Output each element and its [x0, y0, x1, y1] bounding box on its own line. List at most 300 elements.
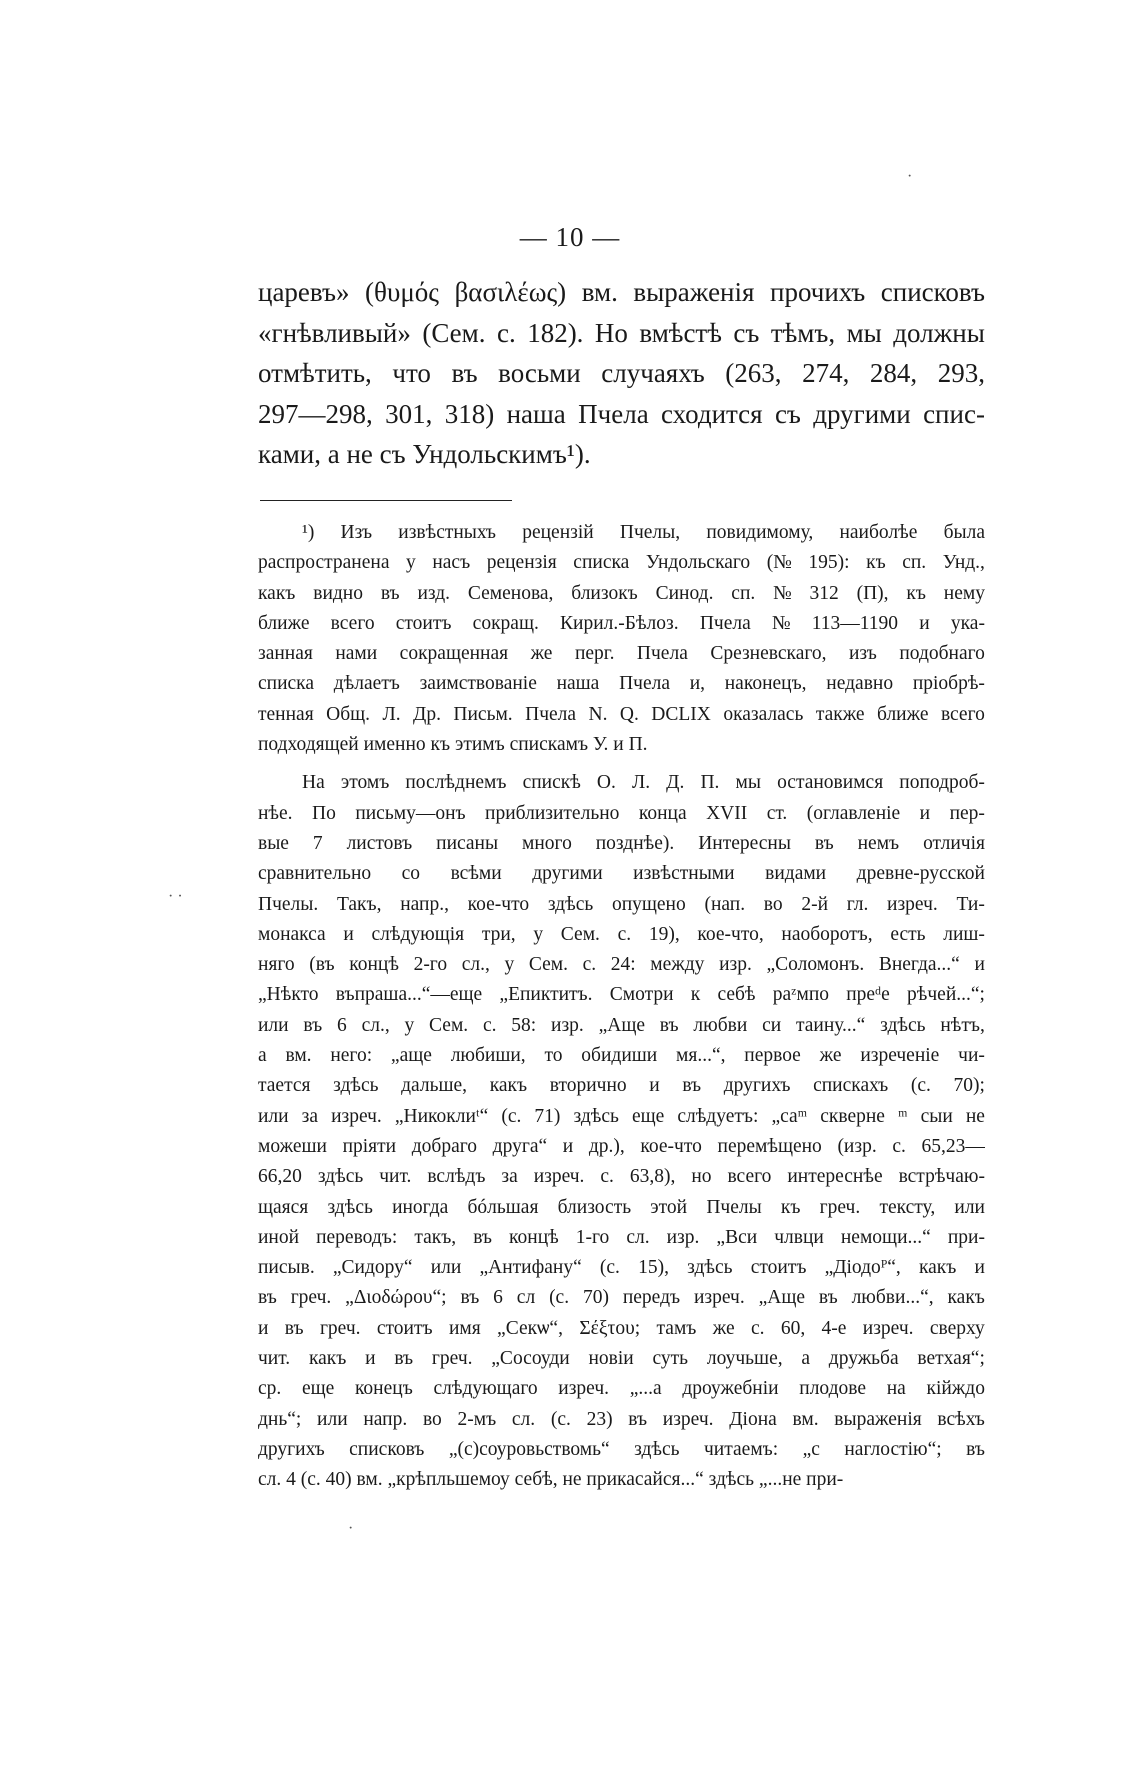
- footnote-line: [258, 1283, 985, 1313]
- word: всего: [940, 703, 985, 725]
- word: за: [301, 1105, 319, 1127]
- word: сл.: [626, 1226, 650, 1248]
- word: „саᵐ: [771, 1105, 808, 1127]
- word: к: [690, 984, 701, 1006]
- word: извѣстными: [633, 863, 735, 885]
- word: лиш-: [943, 923, 985, 945]
- word: повидимому,: [706, 522, 814, 543]
- main-line: [258, 353, 985, 394]
- word: с.: [617, 923, 632, 945]
- word: слѣдуетъ:: [677, 1105, 759, 1127]
- word: какъ: [918, 1257, 957, 1279]
- word: Д.: [666, 772, 685, 794]
- word: же: [530, 643, 553, 665]
- word: восьми: [498, 358, 581, 388]
- word: преᵈе: [846, 984, 890, 1006]
- word: 24:: [610, 954, 636, 976]
- word: „Вси: [716, 1226, 758, 1248]
- footnote-line: [258, 1374, 985, 1404]
- word: „...а: [629, 1378, 662, 1400]
- word: должны: [893, 317, 985, 348]
- footnote-line: [258, 1405, 985, 1435]
- word: еще: [631, 1105, 665, 1127]
- scan-speck: ·: [907, 168, 913, 185]
- word: рецензія: [486, 552, 557, 574]
- word: у: [404, 1014, 415, 1036]
- word: всѣми: [450, 863, 502, 885]
- word: днь“;: [258, 1408, 302, 1430]
- word: (нап.: [704, 893, 746, 915]
- word: изр.: [666, 1226, 700, 1248]
- word: конецъ: [354, 1378, 413, 1400]
- word: можеши: [258, 1135, 327, 1157]
- word: читаемъ:: [704, 1438, 779, 1460]
- word: с.: [582, 954, 597, 976]
- word: 71): [534, 1105, 561, 1127]
- word: О.: [596, 772, 616, 794]
- word: вм.: [581, 277, 618, 307]
- word: во: [422, 1408, 442, 1430]
- word: стоитъ: [750, 1257, 807, 1279]
- word: 70): [582, 1287, 609, 1309]
- word: же: [712, 1317, 735, 1339]
- word: есть: [890, 923, 926, 945]
- word: По: [312, 802, 336, 824]
- word: тексту,: [879, 1196, 936, 1218]
- word: с.: [482, 1014, 497, 1036]
- word: но: [691, 1166, 712, 1188]
- word: позднѣе).: [595, 832, 675, 854]
- word: раᶻмпо: [772, 984, 830, 1006]
- word: 63,8),: [629, 1166, 676, 1188]
- word: с.: [496, 317, 516, 348]
- word: конца: [638, 802, 687, 824]
- word: (с.: [501, 1105, 522, 1127]
- word: греч.: [431, 1348, 473, 1370]
- word: и: [919, 802, 931, 824]
- word: здѣсь: [547, 893, 594, 915]
- word: таину...“: [795, 1014, 866, 1036]
- word: случаяхъ: [601, 358, 705, 388]
- word: отмѣтить,: [258, 358, 372, 388]
- footnote-line: [258, 829, 985, 859]
- word: не: [965, 1105, 985, 1127]
- word: 19),: [648, 923, 680, 945]
- word: сокращ.: [472, 612, 539, 634]
- footnote-line: [258, 1344, 985, 1374]
- word: дѣлаетъ: [333, 673, 400, 695]
- footnote-line: [258, 799, 985, 829]
- word: ¹): [302, 522, 315, 543]
- word: наконецъ,: [724, 673, 807, 695]
- word: 284,: [869, 358, 918, 388]
- word: Пчела: [619, 673, 670, 695]
- word: Пчелы.: [258, 893, 319, 915]
- word: здѣсь: [634, 1438, 680, 1460]
- word: передъ: [622, 1287, 681, 1309]
- word: др.),: [588, 1135, 625, 1157]
- word: тенная: [258, 703, 314, 725]
- word: ветхая“;: [917, 1348, 985, 1370]
- word: 297—298,: [258, 398, 373, 429]
- word: три,: [481, 923, 516, 945]
- word: Общ.: [326, 703, 371, 725]
- word: ближе: [258, 612, 310, 634]
- word: Пчелы,: [619, 522, 681, 543]
- word: изреч.: [862, 1317, 914, 1339]
- word: Л.: [631, 772, 651, 794]
- word: поподроб-: [899, 772, 985, 794]
- word: извѣстныхъ: [398, 522, 497, 543]
- main-line: [258, 394, 985, 435]
- word: 15),: [638, 1257, 669, 1279]
- word: изреченіе: [860, 1045, 940, 1067]
- word: другими: [813, 398, 911, 429]
- word: какъ: [947, 1287, 985, 1309]
- word: наша: [506, 398, 566, 429]
- word: въ: [818, 1287, 838, 1309]
- word: прочихъ: [770, 277, 866, 307]
- word: нему: [943, 582, 985, 604]
- word: списка: [573, 552, 630, 574]
- word: „Епиктитъ.: [499, 984, 593, 1006]
- word: здѣсь: [573, 1105, 619, 1127]
- word: немъ: [857, 832, 900, 854]
- word: (θυμός: [365, 277, 439, 307]
- word: Л.: [382, 703, 401, 725]
- word: еще: [301, 1378, 335, 1400]
- word: сравнительно: [258, 863, 372, 885]
- word: остановимся: [777, 772, 884, 794]
- word: нами: [335, 643, 378, 665]
- word: 2-й: [801, 893, 829, 915]
- word: 4-е: [821, 1317, 847, 1339]
- footnote-line: [258, 1132, 985, 1162]
- word: выраженія: [834, 1408, 922, 1430]
- word: въ: [682, 1075, 702, 1097]
- word: (въ: [309, 954, 335, 976]
- word: сп.: [731, 582, 756, 604]
- word: вслѣдъ: [427, 1166, 486, 1188]
- word: „Секѡ“,: [497, 1317, 563, 1339]
- footnote-paragraph-1: [258, 518, 985, 760]
- word: „Никоклиᵗ“: [394, 1105, 489, 1127]
- word: и: [365, 1348, 376, 1370]
- word: изреч.: [533, 1166, 585, 1188]
- word: себѣ: [717, 984, 756, 1006]
- word: дроужебніи: [682, 1378, 779, 1400]
- word: или: [258, 1105, 289, 1127]
- word: въ: [473, 1226, 493, 1248]
- word: интереснѣе: [787, 1166, 883, 1188]
- word: чит.: [258, 1348, 291, 1370]
- word: приблизительно: [485, 802, 620, 824]
- word: этой: [650, 1196, 688, 1218]
- word: изреч.: [331, 1105, 382, 1127]
- main-line: [258, 313, 985, 354]
- word: 2-мъ: [457, 1408, 497, 1430]
- word: заимствованіе: [419, 673, 537, 695]
- word: (№: [766, 552, 792, 574]
- word: «гнѣвливый»: [258, 317, 411, 348]
- word: вые: [258, 832, 289, 854]
- word: всего: [727, 1166, 772, 1188]
- word: въ: [380, 582, 400, 604]
- word: XVII: [706, 802, 748, 824]
- word: Σέξτου;: [579, 1317, 641, 1339]
- word: этомъ: [340, 772, 390, 794]
- word: списка: [258, 673, 315, 695]
- word: а: [258, 1045, 267, 1067]
- word: съ: [733, 317, 760, 348]
- footnote-line: [258, 669, 985, 699]
- word: мы: [846, 317, 882, 348]
- word: сверху: [929, 1317, 985, 1339]
- word: Изъ: [340, 522, 373, 543]
- word: видами: [765, 863, 827, 885]
- word: 182).: [527, 317, 584, 348]
- footnote-line: [258, 639, 985, 669]
- word: кійждо: [926, 1378, 985, 1400]
- word: с.: [892, 1135, 906, 1157]
- word: съ: [774, 398, 801, 429]
- word: На: [302, 772, 325, 794]
- footnote-line: [258, 1253, 985, 1283]
- word: близокъ: [571, 582, 638, 604]
- word: къ: [866, 552, 886, 574]
- word: въ: [451, 358, 478, 388]
- word: то: [544, 1045, 563, 1067]
- word: занная: [258, 643, 313, 665]
- word: Унд.,: [942, 552, 985, 574]
- word: чи-: [958, 1045, 985, 1067]
- word: въ: [284, 1317, 304, 1339]
- word: и: [562, 1135, 574, 1157]
- word: напр.,: [400, 893, 449, 915]
- word: у: [533, 923, 544, 945]
- word: Пчела: [525, 703, 577, 725]
- word: (изр.: [837, 1135, 877, 1157]
- footnote-line: [258, 980, 985, 1010]
- word: тѣмъ,: [770, 317, 836, 348]
- word: дальше,: [401, 1075, 468, 1097]
- word: сл: [516, 1287, 536, 1309]
- word: сл.: [511, 1408, 536, 1430]
- word: друга“: [492, 1135, 548, 1157]
- word: сходится: [661, 398, 763, 429]
- word: щаяся: [258, 1196, 309, 1218]
- word: слѣдующія: [371, 923, 465, 945]
- word: (с.: [599, 1257, 620, 1279]
- footnote-line: [258, 1223, 985, 1253]
- footnote-line: [258, 1041, 985, 1071]
- word: „Сидору“: [332, 1257, 413, 1279]
- word: лоучьше,: [706, 1348, 783, 1370]
- word: письму—онъ: [355, 802, 466, 824]
- word: перг.: [574, 643, 615, 665]
- word: видно: [313, 582, 363, 604]
- word: иной: [258, 1226, 300, 1248]
- word: ближе: [877, 703, 929, 725]
- word: кое-что: [640, 1135, 702, 1157]
- word: распространена: [258, 552, 390, 574]
- word: „Нѣкто: [258, 984, 319, 1006]
- word: нѣтъ,: [940, 1014, 985, 1036]
- word: „с: [802, 1438, 820, 1460]
- word: Срезневскаго,: [710, 643, 827, 665]
- footnote-line: [258, 579, 985, 609]
- word: отличія: [923, 832, 985, 854]
- footnote-line: сл. 4 (с. 40) вм. „крѣпльшемоу себѣ, не прикасайся...“ здѣсь „...не при-: [258, 1469, 844, 1491]
- word: изреч.: [887, 893, 938, 915]
- word: наиболѣе: [839, 522, 918, 543]
- word: „Διοδώρου“;: [345, 1287, 447, 1309]
- word: греч.: [290, 1287, 332, 1309]
- word: Діона: [729, 1408, 777, 1430]
- word: члвци: [774, 1226, 824, 1248]
- word: N.: [588, 703, 608, 725]
- word: монакса: [258, 923, 326, 945]
- word: стоитъ: [376, 1317, 433, 1339]
- footnote: [258, 518, 985, 1496]
- word: тамъ: [656, 1317, 697, 1339]
- word: 6: [337, 1014, 347, 1036]
- footnote-paragraph-2: [258, 768, 985, 1495]
- word: въпраша...“—еще: [335, 984, 483, 1006]
- footnote-line: [258, 1011, 985, 1041]
- word: какъ: [489, 1075, 528, 1097]
- word: 301,: [385, 398, 433, 429]
- word: между: [650, 954, 705, 976]
- word: Ундольскаго: [645, 552, 751, 574]
- footnote-line: [258, 890, 985, 920]
- word: (П),: [856, 582, 889, 604]
- word: 2-го: [413, 954, 448, 976]
- word: также: [815, 703, 865, 725]
- word: пріяти: [342, 1135, 397, 1157]
- word: же: [819, 1045, 842, 1067]
- word: плодове: [799, 1378, 867, 1400]
- word: (оглавленіе: [806, 802, 901, 824]
- word: напр.: [363, 1408, 408, 1430]
- word: Семенова,: [467, 582, 554, 604]
- word: насъ: [432, 552, 471, 574]
- word: къ: [780, 1196, 801, 1218]
- footnote-line: [258, 700, 985, 730]
- word: въ: [814, 832, 834, 854]
- word: 23): [586, 1408, 613, 1430]
- word: кое-что: [467, 893, 530, 915]
- word: наоборотъ,: [781, 923, 873, 945]
- footnote-line: [258, 768, 985, 798]
- word: βασιλέως): [454, 277, 567, 307]
- word: во: [763, 893, 783, 915]
- word: ст.: [766, 802, 788, 824]
- word: здѣсь: [880, 1014, 926, 1036]
- word: Сем.: [528, 954, 568, 976]
- word: спискѣ: [522, 772, 581, 794]
- main-line: ками, а не съ Ундольскимъ¹).: [258, 439, 591, 469]
- word: 113—1190: [811, 612, 899, 634]
- word: встрѣчаю-: [898, 1166, 985, 1188]
- word: №: [773, 582, 792, 604]
- word: близость: [557, 1196, 632, 1218]
- word: другихъ: [258, 1438, 325, 1460]
- word: выраженія: [633, 277, 755, 307]
- word: изр.: [719, 954, 752, 976]
- word: и: [649, 1075, 660, 1097]
- word: сл.,: [461, 954, 490, 976]
- footnote-line: [258, 859, 985, 889]
- footnote-line: [258, 1435, 985, 1465]
- word: „Діодоᴾ“,: [824, 1257, 901, 1279]
- word: 274,: [802, 358, 850, 388]
- footnote-line: [258, 609, 985, 639]
- word: или: [430, 1257, 462, 1279]
- footnote-line: [258, 1162, 985, 1192]
- word: 293,: [937, 358, 985, 388]
- word: 195):: [808, 552, 850, 574]
- word: на: [886, 1378, 906, 1400]
- word: стоитъ: [395, 612, 452, 634]
- word: изр.: [551, 1014, 584, 1036]
- word: въ: [628, 1408, 648, 1430]
- word: изреч.: [662, 1408, 714, 1430]
- word: мя...“,: [676, 1045, 726, 1067]
- word: Др.: [413, 703, 441, 725]
- word: чит.: [379, 1166, 412, 1188]
- word: 58:: [511, 1014, 537, 1036]
- word: дружьба: [828, 1348, 899, 1370]
- word: или: [317, 1408, 348, 1430]
- word: изд.: [417, 582, 451, 604]
- word: въ: [460, 1287, 480, 1309]
- word: немощи...“: [840, 1226, 931, 1248]
- word: и: [974, 954, 985, 976]
- word: 312: [809, 582, 839, 604]
- word: ука-: [950, 612, 985, 634]
- word: Синод.: [655, 582, 714, 604]
- word: 70);: [953, 1075, 985, 1097]
- footnote-line: подходящей именно къ этимъ спискамъ У. и П.: [258, 734, 648, 756]
- word: а: [801, 1348, 811, 1370]
- footnote-line: [258, 548, 985, 578]
- footnote-line: [258, 1102, 985, 1132]
- word: другихъ: [723, 1075, 791, 1097]
- word: наша: [556, 673, 600, 695]
- footnote-line: [258, 1071, 985, 1101]
- word: къ: [906, 582, 926, 604]
- footnote-line: [258, 950, 985, 980]
- word: обидиши: [581, 1045, 658, 1067]
- word: концѣ: [349, 954, 399, 976]
- word: какъ: [308, 1348, 347, 1370]
- scan-speck: ·: [348, 1520, 354, 1537]
- footnote-divider: [260, 500, 512, 501]
- word: здѣсь: [317, 1166, 364, 1188]
- word: „Сосоуди: [491, 1348, 570, 1370]
- word: 65,23—: [921, 1135, 985, 1157]
- word: 1-го: [575, 1226, 610, 1248]
- word: въ: [659, 1014, 679, 1036]
- word: со: [401, 863, 421, 885]
- word: Сем.: [429, 1014, 469, 1036]
- word: Письм.: [453, 703, 513, 725]
- word: Смотри: [609, 984, 674, 1006]
- word: с.: [750, 1317, 765, 1339]
- word: тается: [258, 1075, 311, 1097]
- word: кое-что,: [697, 923, 764, 945]
